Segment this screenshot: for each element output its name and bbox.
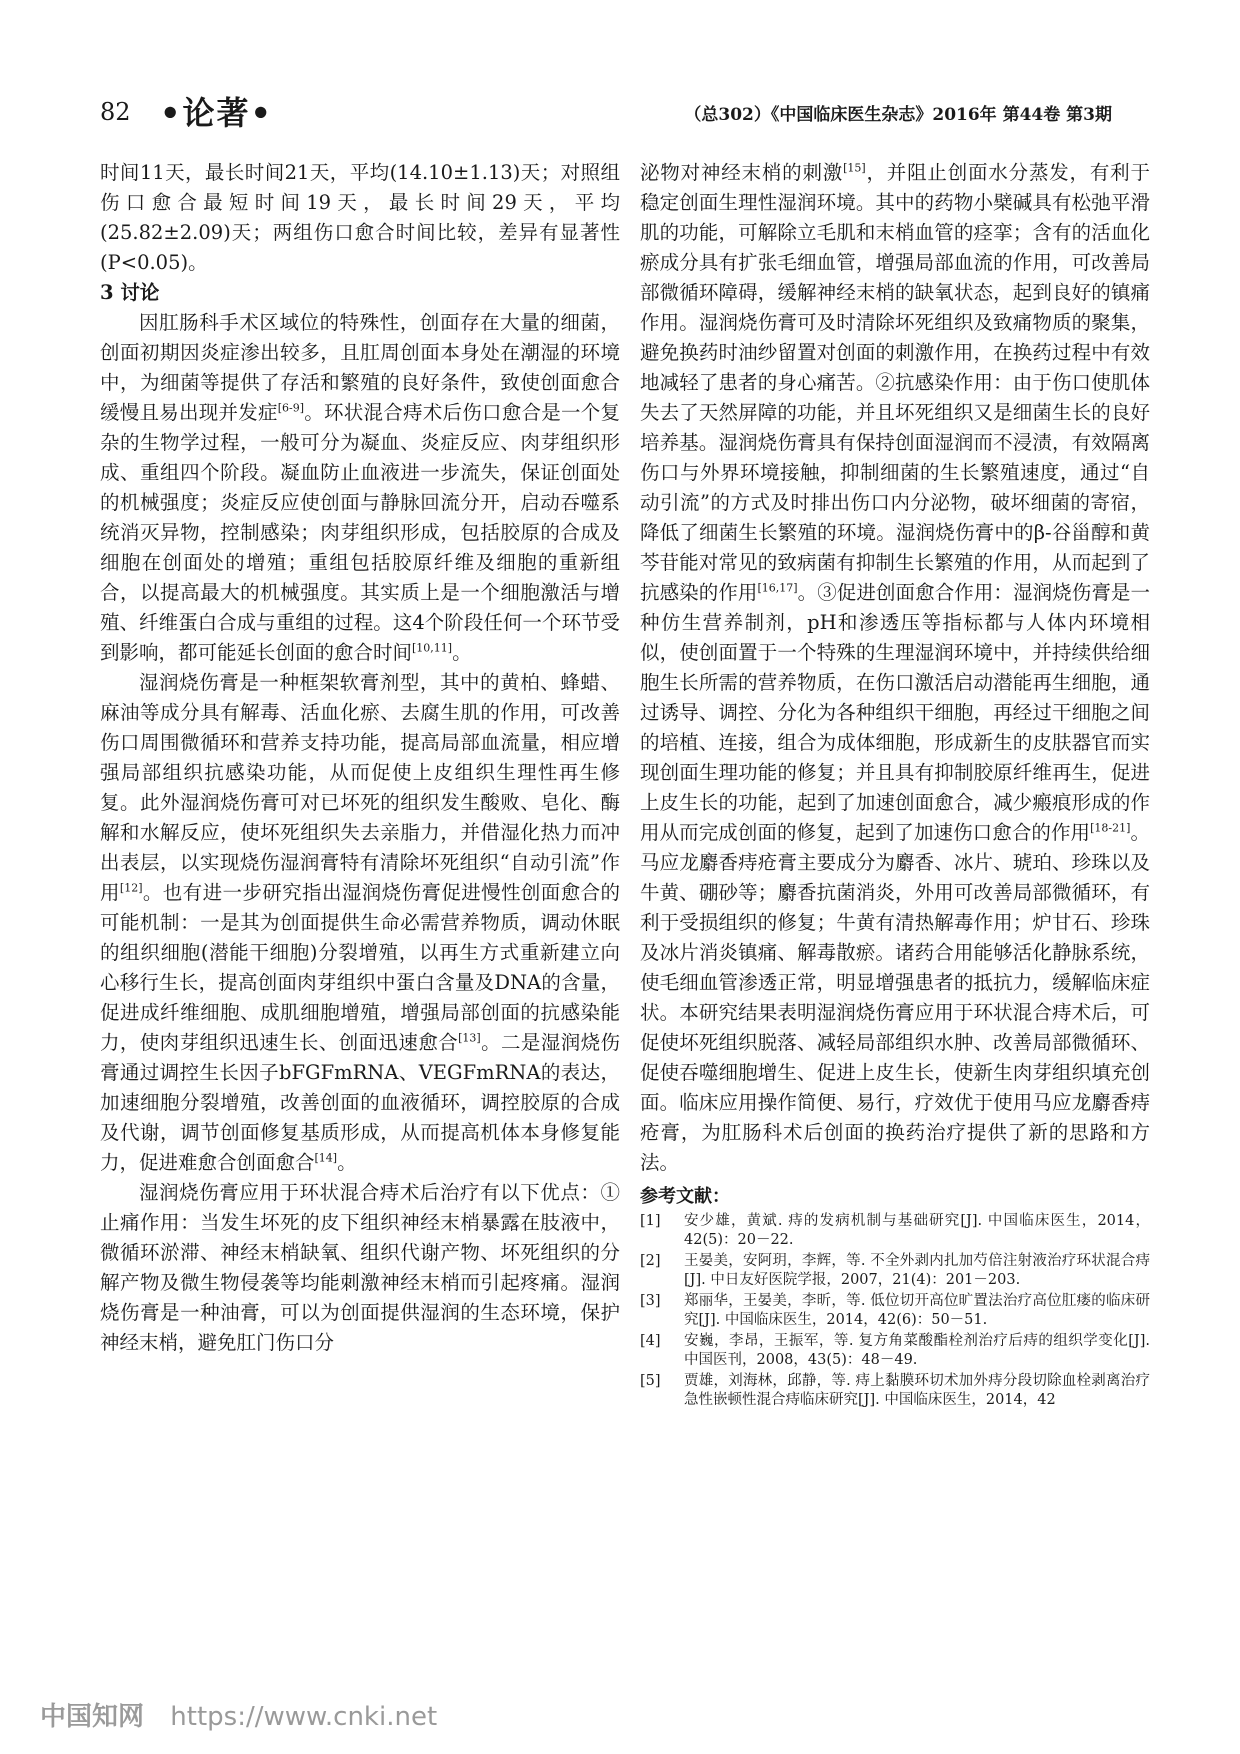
reference-item — [640, 1212, 1150, 1250]
cnki-logo: 中国知网 — [40, 1702, 145, 1732]
reference-item — [640, 1372, 1150, 1410]
citation-marker: [14] — [314, 1151, 338, 1165]
reference-text: 贾雄，刘海林，邱静，等. 痔上黏膜环切术加外痔分段切除血栓剥离治疗急性嵌顿性混合痔临床研究[J]. 中国临床医生，2014，42 — [684, 1373, 1150, 1408]
reference-text: 安少雄，黄斌. 痔的发病机制与基础研究[J]. 中国临床医生，2014，42(5)：20－22. — [684, 1213, 1150, 1248]
paragraph: 因肛肠科手术区域位的特殊性，创面存在大量的细菌，创面初期因炎症渗出较多，且肛周创面本身处在潮湿的环境中，为细菌等提供了存活和繁殖的良好条件，致使创面愈合缓慢且易出现并发症[6-9]。环状混合痔术后伤口愈合是一个复杂的生物学过程，一般可分为凝血、炎症反应、肉芽组织形成、重组四个阶段。凝血防止血液进一步流失，保证创面处的机械强度；炎症反应使创面与静脉回流分开，启动吞噬系统消灭异物，控制感染；肉芽组织形成，包括胶原的合成及细胞在创面处的增殖；重组包括胶原纤维及细胞的重新组合，以提高最大的机械强度。其实质上是一个细胞激活与增殖、纤维蛋白合成与重组的过程。这4个阶段任何一个环节受到影响，都可能延长创面的愈合时间[10,11]。 — [100, 311, 620, 664]
reference-item — [640, 1252, 1150, 1290]
citation-marker: [13] — [458, 1031, 481, 1045]
citation-marker: [16,17] — [757, 581, 798, 595]
reference-number: [3] — [640, 1293, 661, 1309]
reference-number: [5] — [640, 1373, 661, 1389]
left-column — [100, 158, 620, 1358]
paragraph: 湿润烧伤膏是一种框架软膏剂型，其中的黄柏、蜂蜡、麻油等成分具有解毒、活血化瘀、去腐生肌的作用，可改善伤口周围微循环和营养支持功能，提高局部血流量，相应增强局部组织抗感染功能，从而促使上皮组织生理性再生修复。此外湿润烧伤膏可对已坏死的组织发生酸败、皂化、酶解和水解反应，使坏死组织失去亲脂力，并借湿化热力而冲出表层，以实现烧伤湿润膏特有清除坏死组织“自动引流”作用[12]。也有进一步研究指出湿润烧伤膏促进慢性创面愈合的可能机制：一是其为创面提供生命必需营养物质，调动休眠的组织细胞(潜能干细胞)分裂增殖，以再生方式重新建立向心移行生长，提高创面肉芽组织中蛋白含量及DNA的含量，促进成纤维细胞、成肌细胞增殖，增强局部创面的抗感染能力，使肉芽组织迅速生长、创面迅速愈合[13]。二是湿润烧伤膏通过调控生长因子bFGFmRNA、VEGFmRNA的表达，加速细胞分裂增殖，改善创面的血液循环，调控胶原的合成及代谢，调节创面修复基质形成，从而提高机体本身修复能力，促进难愈合创面愈合[14]。 — [100, 671, 620, 1174]
reference-number: [4] — [640, 1333, 661, 1349]
reference-text: 安巍，李昂，王振军，等. 复方角菜酸酯栓剂治疗后痔的组织学变化[J]. 中国医刊，2008，43(5)：48－49. — [684, 1333, 1150, 1368]
paragraph: 时间11天，最长时间21天，平均(14.10±1.13)天；对照组伤口愈合最短时间19天，最长时间29天，平均(25.82±2.09)天；两组伤口愈合时间比较，差异有显著性(P<0.05)。 — [100, 161, 620, 274]
reference-text: 郑丽华，王晏美，李昕，等. 低位切开高位旷置法治疗高位肛瘘的临床研究[J]. 中国临床医生，2014，42(6)：50－51. — [684, 1293, 1150, 1328]
watermark-footer — [40, 1696, 437, 1733]
section-title: •论著• — [160, 94, 273, 132]
reference-item — [640, 1332, 1150, 1370]
reference-number: [1] — [640, 1213, 661, 1229]
reference-item — [640, 1292, 1150, 1330]
citation-marker: [15] — [843, 161, 866, 175]
citation-marker: [10,11] — [412, 641, 453, 655]
reference-list — [640, 1212, 1150, 1410]
references-heading: 参考文献： — [640, 1186, 730, 1207]
citation-marker: [6-9] — [277, 401, 305, 415]
cnki-url[interactable]: https://www.cnki.net — [170, 1702, 438, 1732]
citation-marker: [18-21] — [1090, 821, 1131, 835]
page-header — [100, 88, 1140, 132]
reference-number: [2] — [640, 1253, 661, 1269]
right-column — [640, 158, 1150, 1412]
paragraph: 湿润烧伤膏应用于环状混合痔术后治疗有以下优点：①止痛作用：当发生坏死的皮下组织神经末梢暴露在肢液中，微循环淤滞、神经末梢缺氧、组织代谢产物、坏死组织的分解产物及微生物侵袭等均能刺激神经末梢而引起疼痛。湿润烧伤膏是一种油膏，可以为创面提供湿润的生态环境，保护神经末梢，避免肛门伤口分 — [100, 1181, 620, 1354]
section-heading-discussion: 3 讨论 — [100, 281, 160, 304]
citation-marker: [12] — [119, 881, 143, 895]
reference-text: 王晏美，安阿玥，李辉，等. 不全外剥内扎加芍倍注射液治疗环状混合痔[J]. 中日友好医院学报，2007，21(4)：201－203. — [684, 1253, 1150, 1288]
page-number: 82 — [100, 98, 131, 126]
paragraph: 泌物对神经末梢的刺激[15]，并阻止创面水分蒸发，有利于稳定创面生理性湿润环境。其中的药物小檗碱具有松弛平滑肌的功能，可解除立毛肌和末梢血管的痉挛；含有的活血化瘀成分具有扩张毛细血管，增强局部血流的作用，可改善局部微循环障碍，缓解神经末梢的缺氧状态，起到良好的镇痛作用。湿润烧伤膏可及时清除坏死组织及致痛物质的聚集，避免换药时油纱留置对创面的刺激作用，在换药过程中有效地减轻了患者的身心痛苦。②抗感染作用：由于伤口使肌体失去了天然屏障的功能，并且坏死组织又是细菌生长的良好培养基。湿润烧伤膏具有保持创面湿润而不浸渍，有效隔离伤口与外界环境接触，抑制细菌的生长繁殖速度，通过“自动引流”的方式及时排出伤口内分泌物，破坏细菌的寄宿，降低了细菌生长繁殖的环境。湿润烧伤膏中的β-谷甾醇和黄芩苷能对常见的致病菌有抑制生长繁殖的作用，从而起到了抗感染的作用[16,17]。③促进创面愈合作用：湿润烧伤膏是一种仿生营养制剂，pH和渗透压等指标都与人体内环境相似，使创面置于一个特殊的生理湿润环境中，并持续供给细胞生长所需的营养物质，在伤口激活启动潜能再生细胞，通过诱导、调控、分化为各种组织干细胞，再经过干细胞之间的培植、连接，组合为成体细胞，形成新生的皮肤器官而实现创面生理功能的修复；并且具有抑制胶原纤维再生，促进上皮生长的功能，起到了加速创面愈合，减少瘢痕形成的作用从而完成创面的修复，起到了加速伤口愈合的作用[18-21]。马应龙麝香痔疮膏主要成分为麝香、冰片、琥珀、珍珠以及牛黄、硼砂等；麝香抗菌消炎，外用可改善局部微循环，有利于受损组织的修复；牛黄有清热解毒作用；炉甘石、珍珠及冰片消炎镇痛、解毒散瘀。诸药合用能够活化静脉系统，使毛细血管渗透正常，明显增强患者的抵抗力，缓解临床症状。本研究结果表明湿润烧伤膏应用于环状混合痔术后，可促使坏死组织脱落、减轻局部组织水肿、改善局部微循环、促使吞噬细胞增生、促进上皮生长，使新生肉芽组织填充创面。临床应用操作简便、易行，疗效优于使用马应龙麝香痔疮膏，为肛肠科术后创面的换药治疗提供了新的思路和方法。 — [640, 161, 1150, 1174]
journal-info: （总302）《中国临床医生杂志》2016年 第44卷 第3期 — [684, 105, 1112, 125]
